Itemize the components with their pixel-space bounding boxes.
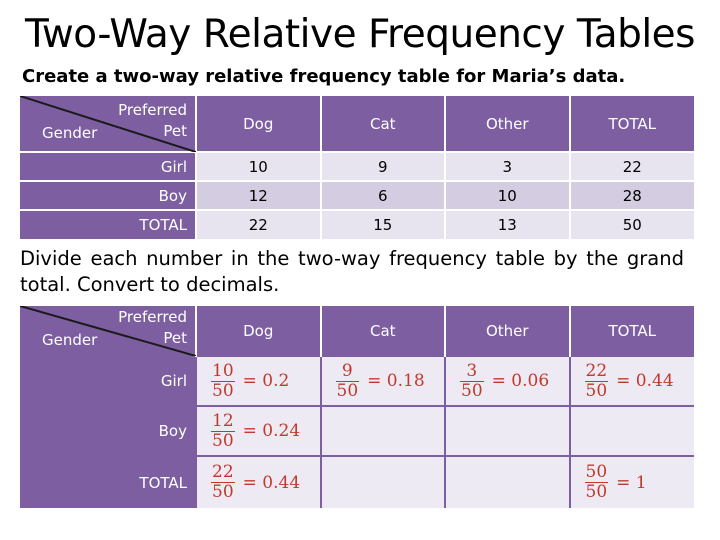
decimal-result: = 0.44 [242,472,301,493]
table-cell: 10 [196,152,321,181]
slide-title: Two-Way Relative Frequency Tables [25,12,695,57]
table-cell-empty [570,406,695,456]
slide-subtitle: Create a two-way relative frequency table for Maria’s data. [22,66,626,87]
table-row-total [20,210,694,239]
table-cell: 22 [570,152,695,181]
header-cat: Cat [321,306,446,356]
table-row-total [20,456,694,508]
table-cell: 12 [196,181,321,210]
decimal-result: = 0.06 [491,371,550,391]
instruction-paragraph: Divide each number in the two-way frequency table by the grand total. Convert to decimals. [20,247,684,296]
fraction [336,362,360,401]
preferred-pet-label [118,100,187,142]
decimal-result: = 0.24 [242,421,301,441]
numerator: 50 [585,462,608,482]
numerator: 10 [212,360,234,381]
numerator: 22 [585,360,608,381]
table-cell [196,356,321,406]
header-dog: Dog [196,96,321,152]
fraction-expression [211,463,312,502]
header-total: TOTAL [570,96,695,152]
table-cell-empty [445,456,570,508]
table-cell [321,356,446,406]
pet-text: Pet [163,122,187,140]
denominator: 50 [212,430,234,451]
fraction [211,463,235,502]
denominator: 50 [212,380,234,401]
table-cell [570,456,695,508]
table-cell: 10 [445,181,570,210]
table-cell [196,456,321,508]
table-cell [445,356,570,406]
table-cell: 3 [445,152,570,181]
header-dog: Dog [196,306,321,356]
preferred-text: Preferred [118,308,187,326]
fraction [585,463,609,502]
denominator: 50 [336,380,359,401]
table-cell [570,356,695,406]
table-cell-empty [321,456,446,508]
denominator: 50 [212,482,234,502]
header-other: Other [445,96,570,152]
gender-label: Gender [42,124,98,142]
numerator: 9 [341,360,353,381]
table-cell: 15 [321,210,446,239]
table-row-boy [20,406,694,456]
row-label-boy: Boy [20,406,196,456]
table-cell: 50 [570,210,695,239]
fraction [460,362,484,401]
decimal-result: = 1 [616,472,647,493]
table-cell-empty [321,406,446,456]
fraction-expression [585,362,687,401]
header-total: TOTAL [570,306,695,356]
table-corner-cell [20,96,196,152]
fraction [211,412,235,451]
table-cell: 6 [321,181,446,210]
fraction [585,362,609,401]
row-label-total: TOTAL [20,210,196,239]
denominator: 50 [585,380,608,401]
numerator: 12 [212,410,234,431]
preferred-text: Preferred [118,101,187,119]
table-row-girl [20,152,694,181]
table-cell-empty [445,406,570,456]
table-header-row [20,96,694,152]
gender-label: Gender [42,331,98,349]
table-row-girl [20,356,694,406]
header-other: Other [445,306,570,356]
decimal-result: = 0.44 [616,371,674,391]
table-cell: 28 [570,181,695,210]
preferred-pet-label [118,307,187,349]
fraction-expression [211,362,312,401]
table-corner-cell [20,306,196,356]
relative-frequency-table [20,306,694,508]
row-label-girl: Girl [20,152,196,181]
decimal-result: = 0.18 [367,371,425,391]
row-label-boy: Boy [20,181,196,210]
table-cell: 13 [445,210,570,239]
table-header-row [20,306,694,356]
fraction [211,362,235,401]
table-row-boy [20,181,694,210]
table-cell: 22 [196,210,321,239]
table-cell [196,406,321,456]
fraction-expression [336,362,437,401]
table-cell: 9 [321,152,446,181]
header-cat: Cat [321,96,446,152]
fraction-expression [460,362,561,401]
row-label-girl: Girl [20,356,196,406]
decimal-result: = 0.2 [242,371,290,391]
denominator: 50 [585,482,608,502]
row-label-total: TOTAL [20,456,196,508]
pet-text: Pet [163,329,187,347]
frequency-table [20,96,694,239]
numerator: 3 [466,360,478,381]
fraction-expression [211,412,312,451]
numerator: 22 [212,462,234,482]
denominator: 50 [461,380,483,401]
fraction-expression [585,463,687,502]
